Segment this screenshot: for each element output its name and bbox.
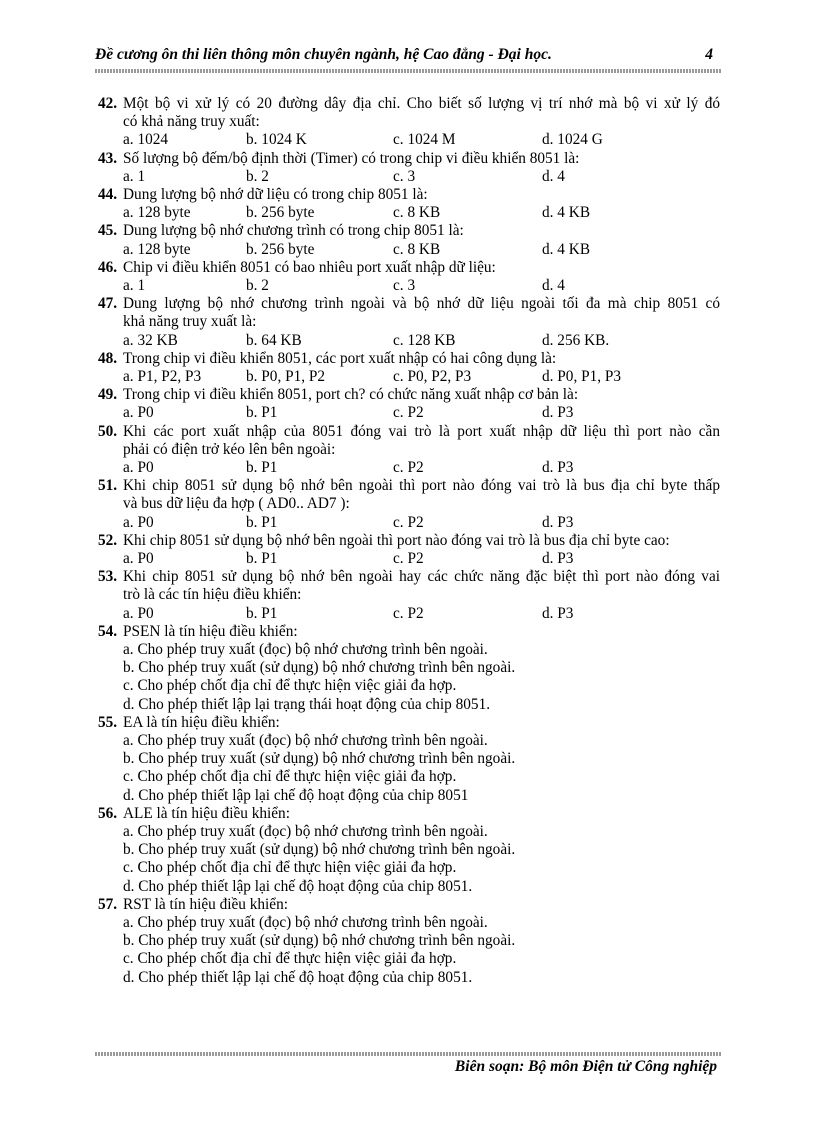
answer-option-a: a. P0 <box>123 549 154 567</box>
question-number: 56. <box>98 804 118 822</box>
question-44 <box>98 186 720 222</box>
question-text-line: Dung lượng bộ nhớ dữ liệu có trong chip 8051 là: <box>123 185 428 203</box>
answer-option-a: a. Cho phép truy xuất (đọc) bộ nhớ chương trình bên ngoài. <box>123 731 488 749</box>
question-number: 52. <box>98 531 118 549</box>
question-number: 54. <box>98 622 118 640</box>
question-number: 48. <box>98 349 118 367</box>
question-42 <box>98 95 720 150</box>
question-text-line: Dung lượng bộ nhớ chương trình ngoài và bộ nhớ dữ liệu ngoài tối đa mà chip 8051 có <box>123 295 720 313</box>
question-text-line: RST là tín hiệu điều khiển: <box>123 895 288 913</box>
answer-option-a: a. P0 <box>123 604 154 622</box>
answer-option-c: c. 3 <box>393 167 416 185</box>
answer-option-c: c. 128 KB <box>393 331 456 349</box>
question-text-line: ALE là tín hiệu điều khiển: <box>123 804 290 822</box>
question-text-line: trò là các tín hiệu điều khiển: <box>123 586 302 604</box>
question-49 <box>98 386 720 422</box>
answer-option-a: a. 1024 <box>123 131 169 149</box>
answer-option-d: d. P3 <box>542 404 574 422</box>
question-text-line: Một bộ vi xử lý có 20 đường dây địa chỉ. Cho biết số lượng vị trí nhớ mà bộ vi xử lý đó <box>123 95 720 112</box>
answer-option-d: d. 4 KB <box>542 204 591 222</box>
answer-option-d: d. Cho phép thiết lập lại chế độ hoạt động của chip 8051. <box>123 968 473 986</box>
page-header <box>95 46 721 68</box>
answer-options <box>123 168 720 186</box>
answer-options <box>123 277 720 295</box>
answer-option-c: c. 3 <box>393 276 416 294</box>
answer-option-c: c. P2 <box>393 404 424 422</box>
answer-option-a: a. P0 <box>123 404 154 422</box>
answer-option-c: c. P2 <box>393 513 424 531</box>
answer-options <box>123 641 720 714</box>
question-text-line: Trong chip vi điều khiển 8051, các port xuất nhập có hai công dụng là: <box>123 349 557 367</box>
document-title: Đề cương ôn thi liên thông môn chuyên ngành, hệ Cao đẳng - Đại học. <box>95 46 552 63</box>
answer-option-d: d. P3 <box>542 458 574 476</box>
answer-option-b: b. 64 KB <box>246 331 302 349</box>
answer-options <box>123 459 720 477</box>
answer-option-d: d. Cho phép thiết lập lại trạng thái hoạt động của chip 8051. <box>123 695 491 713</box>
question-number: 50. <box>98 422 118 440</box>
answer-options <box>123 514 720 532</box>
answer-option-d: d. Cho phép thiết lập lại chế độ hoạt động của chip 8051 <box>123 786 469 804</box>
footer-rule <box>95 1052 721 1056</box>
question-text-line: Khi chip 8051 sử dụng bộ nhớ bên ngoài hay các chức năng đặc biệt thì port nào đóng vai <box>123 568 720 586</box>
answer-options <box>123 550 720 568</box>
answer-option-b: b. Cho phép truy xuất (sử dụng) bộ nhớ chương trình bên ngoài. <box>123 932 516 950</box>
question-list <box>98 95 720 987</box>
answer-option-d: d. P3 <box>542 513 574 531</box>
question-45 <box>98 222 720 258</box>
page-number: 4 <box>705 46 713 63</box>
question-51 <box>98 477 720 532</box>
answer-option-b: b. P1 <box>246 404 278 422</box>
answer-option-d: d. P3 <box>542 549 574 567</box>
question-text-line: Trong chip vi điều khiển 8051, port ch? có chức năng xuất nhập cơ bản là: <box>123 386 579 404</box>
answer-option-b: b. P1 <box>246 513 278 531</box>
answer-option-d: d. 256 KB. <box>542 331 610 349</box>
answer-options <box>123 204 720 222</box>
answer-option-b: b. P0, P1, P2 <box>246 367 326 385</box>
question-text-line: phải có điện trở kéo lên bên ngoài: <box>123 440 336 458</box>
answer-option-a: a. 1 <box>123 167 146 185</box>
answer-option-b: b. P1 <box>246 458 278 476</box>
answer-option-b: b. Cho phép truy xuất (sử dụng) bộ nhớ chương trình bên ngoài. <box>123 841 516 859</box>
question-48 <box>98 350 720 386</box>
question-55 <box>98 714 720 805</box>
question-number: 42. <box>98 95 118 112</box>
answer-option-c: c. P2 <box>393 458 424 476</box>
answer-options <box>123 241 720 259</box>
answer-options <box>123 914 720 987</box>
answer-option-c: c. Cho phép chốt địa chỉ để thực hiện việc giải đa hợp. <box>123 768 457 786</box>
answer-option-c: c. P2 <box>393 549 424 567</box>
answer-option-c: c. P0, P2, P3 <box>393 367 472 385</box>
answer-option-c: c. Cho phép chốt địa chỉ để thực hiện việc giải đa hợp. <box>123 950 457 968</box>
question-47 <box>98 295 720 350</box>
question-text-line: EA là tín hiệu điều khiển: <box>123 713 280 731</box>
answer-option-d: d. 4 <box>542 276 565 294</box>
question-number: 55. <box>98 713 118 731</box>
answer-option-c: c. 8 KB <box>393 240 441 258</box>
question-number: 46. <box>98 258 118 276</box>
question-number: 51. <box>98 477 118 495</box>
answer-options <box>123 404 720 422</box>
question-text-line: Dung lượng bộ nhớ chương trình có trong chip 8051 là: <box>123 222 464 240</box>
answer-option-d: d. 1024 G <box>542 131 603 149</box>
question-53 <box>98 568 720 623</box>
answer-option-a: a. 128 byte <box>123 240 191 258</box>
answer-option-d: d. Cho phép thiết lập lại chế độ hoạt động của chip 8051. <box>123 877 473 895</box>
answer-option-c: c. P2 <box>393 604 424 622</box>
question-text-line: PSEN là tín hiệu điều khiển: <box>123 622 298 640</box>
question-number: 43. <box>98 149 118 167</box>
answer-option-b: b. P1 <box>246 604 278 622</box>
answer-option-b: b. Cho phép truy xuất (sử dụng) bộ nhớ chương trình bên ngoài. <box>123 659 516 677</box>
question-number: 49. <box>98 386 118 404</box>
question-text-line: Khi chip 8051 sử dụng bộ nhớ bên ngoài thì port nào đóng vai trò là bus địa chỉ byte thấp <box>123 477 720 495</box>
question-50 <box>98 423 720 478</box>
question-54 <box>98 623 720 714</box>
answer-option-a: a. 128 byte <box>123 204 191 222</box>
answer-option-d: d. 4 KB <box>542 240 591 258</box>
question-text-line: Khi các port xuất nhập của 8051 đóng vai trò là port xuất nhập dữ liệu thì port nào cần <box>123 422 720 440</box>
answer-option-b: b. 1024 K <box>246 131 307 149</box>
answer-option-b: b. 2 <box>246 167 269 185</box>
question-number: 44. <box>98 185 118 203</box>
answer-options <box>123 131 720 149</box>
answer-option-c: c. 8 KB <box>393 204 441 222</box>
answer-option-d: d. P3 <box>542 604 574 622</box>
answer-option-a: a. 1 <box>123 276 146 294</box>
answer-option-c: c. Cho phép chốt địa chỉ để thực hiện việc giải đa hợp. <box>123 677 457 695</box>
answer-option-c: c. Cho phép chốt địa chỉ để thực hiện việc giải đa hợp. <box>123 859 457 877</box>
answer-option-a: a. Cho phép truy xuất (đọc) bộ nhớ chương trình bên ngoài. <box>123 913 488 931</box>
answer-option-b: b. 256 byte <box>246 240 315 258</box>
answer-option-b: b. Cho phép truy xuất (sử dụng) bộ nhớ chương trình bên ngoài. <box>123 750 516 768</box>
answer-option-a: a. 32 KB <box>123 331 178 349</box>
answer-option-b: b. P1 <box>246 549 278 567</box>
answer-option-a: a. P0 <box>123 513 154 531</box>
question-text-line: Chip vi điều khiển 8051 có bao nhiêu port xuất nhập dữ liệu: <box>123 258 496 276</box>
page-footer: Biên soạn: Bộ môn Điện tử Công nghiệp <box>454 1058 717 1075</box>
answer-option-b: b. 256 byte <box>246 204 315 222</box>
answer-option-a: a. Cho phép truy xuất (đọc) bộ nhớ chương trình bên ngoài. <box>123 822 488 840</box>
answer-option-a: a. P0 <box>123 458 154 476</box>
answer-option-d: d. 4 <box>542 167 565 185</box>
answer-option-b: b. 2 <box>246 276 269 294</box>
answer-option-c: c. 1024 M <box>393 131 456 149</box>
question-number: 47. <box>98 295 118 313</box>
question-text-line: khả năng truy xuất là: <box>123 313 257 331</box>
question-number: 45. <box>98 222 118 240</box>
answer-options <box>123 732 720 805</box>
header-rule <box>95 69 721 73</box>
answer-options <box>123 332 720 350</box>
question-43 <box>98 150 720 186</box>
question-46 <box>98 259 720 295</box>
question-52 <box>98 532 720 568</box>
question-text-line: Số lượng bộ đếm/bộ định thời (Timer) có trong chip vi điều khiển 8051 là: <box>123 149 580 167</box>
question-number: 57. <box>98 895 118 913</box>
answer-option-a: a. Cho phép truy xuất (đọc) bộ nhớ chương trình bên ngoài. <box>123 640 488 658</box>
answer-options <box>123 368 720 386</box>
question-number: 53. <box>98 568 118 586</box>
question-text-line: và bus dữ liệu đa hợp ( AD0.. AD7 ): <box>123 495 350 513</box>
answer-options <box>123 823 720 896</box>
answer-options <box>123 605 720 623</box>
question-56 <box>98 805 720 896</box>
answer-option-d: d. P0, P1, P3 <box>542 367 622 385</box>
question-text-line: Khi chip 8051 sử dụng bộ nhớ bên ngoài thì port nào đóng vai trò là bus địa chỉ byte cao: <box>123 531 670 549</box>
answer-option-a: a. P1, P2, P3 <box>123 367 202 385</box>
question-57 <box>98 896 720 987</box>
question-text-line: có khả năng truy xuất: <box>123 113 260 131</box>
